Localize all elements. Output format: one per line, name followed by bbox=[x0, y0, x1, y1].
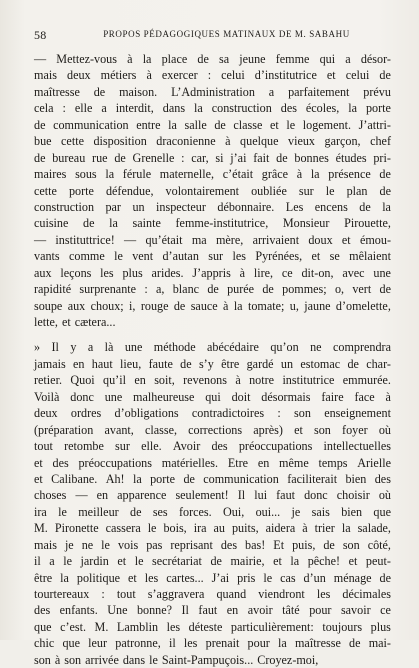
text-line: il a le jardin et le secrétariat de mairie, et la pêche! et peut- bbox=[34, 554, 391, 569]
text-line: — instituttrice! — qu’était ma mère, arrivaient doux et émou- bbox=[34, 232, 391, 247]
text-line: maîtresse de maison. L’Administration a parfaitement prévu bbox=[34, 84, 391, 99]
text-line: deux ordres d’obligations contradictoires : son enseignement bbox=[34, 406, 391, 421]
text-line: mais deux métiers à exercer : celui d’institutrice et celui de bbox=[34, 68, 391, 83]
text-line: des enfants. Une bonne? Il faut en avoir tâté pour savoir ce bbox=[34, 603, 391, 618]
text-line: que c’est. M. Lamblin les déteste particulièrement: toujours plus bbox=[34, 619, 391, 634]
text-line: soupe aux choux; i, rouge de sauce à la tomate; u, jaune d’omelette, bbox=[34, 298, 391, 313]
text-line: jamais en haut lieu, faute de s’y être gardé un estomac de char- bbox=[34, 356, 391, 371]
text-line: chic que leur patronne, il les prenait pour la maîtresse de mai- bbox=[34, 636, 391, 651]
text-line: » Il y a là une méthode abécédaire qu’on ne comprendra bbox=[34, 340, 391, 355]
text-line: Voilà donc une malheureuse qui doit désormais faire face à bbox=[34, 389, 391, 404]
text-line: — Mettez-vous à la place de sa jeune femme qui a désor- bbox=[34, 52, 391, 66]
text-line: lette, et cætera... bbox=[34, 315, 116, 329]
text-line: vants comme le vent d’autan sur les Pyrénées, et se mêlaient bbox=[34, 249, 391, 264]
text-line: bue cette disposition draconienne à quelque vieux garçon, chef bbox=[34, 134, 391, 149]
text-line: retier. Quoi qu’il en soit, revenons à notre institutrice emmurée. bbox=[34, 373, 391, 388]
text-line: mais je ne le vois pas reprisant des bas! Et puis, de son côté, bbox=[34, 537, 391, 552]
text-line: et Calibane. Ah! la porte de communication faciliterait bien des bbox=[34, 471, 391, 486]
text-line: cuisine de la sainte femme-institutrice, Monsieur Pirouette, bbox=[34, 216, 391, 231]
text-line: aux leçons les plus arides. J’appris à lire, ce dit-on, avec une bbox=[34, 265, 391, 280]
text-line: être la politique et les cartes... J’ai pris le cas d’un ménage de bbox=[34, 570, 391, 585]
running-head: PROPOS PÉDAGOGIQUES MATINAUX DE M. SABAHU bbox=[103, 29, 350, 39]
text-line: cette porte défendue, volontairement oubliée sur le plan de bbox=[34, 183, 391, 198]
text-line: maires sous la férule maternelle, c’était grâce à la présence de bbox=[34, 167, 391, 182]
paragraph-gap bbox=[34, 330, 391, 339]
text-line: de communication entre la salle de classe et le logement. J’attri- bbox=[34, 117, 391, 132]
page-header bbox=[34, 28, 389, 44]
text-line: son à son arrivée dans le Saint-Pampuçois... Croyez-moi, bbox=[34, 652, 319, 667]
text-line: ira le meilleur de ses forces. Oui, oui... je sais bien que bbox=[34, 504, 391, 519]
body-text bbox=[34, 51, 391, 668]
text-line: (préparation avant, classe, corrections après) et son foyer où bbox=[34, 422, 391, 437]
text-line: M. Pironette cassera le bois, ira au puits, aidera à trier la salade, bbox=[34, 521, 391, 536]
text-line: construction par un inspecteur débonnaire. Les encens de la bbox=[34, 199, 391, 214]
text-line: cela : elle a interdit, dans la construction des écoles, la porte bbox=[34, 101, 391, 116]
text-line: rapidité surprenante : a, blanc de purée de pommes; o, vert de bbox=[34, 282, 391, 297]
text-line: de bureau rue de Grenelle : car, si j’ai fait de bonnes études pri- bbox=[34, 150, 391, 165]
text-line: tout retombe sur elle. Avoir des préoccupations intellectuelles bbox=[34, 439, 391, 454]
text-line: et des préoccupations matérielles. Etre en même temps Arielle bbox=[34, 455, 391, 470]
paragraph bbox=[34, 51, 391, 330]
text-line: tourtereaux : tout s’aggravera quand viendront les décimales bbox=[34, 587, 391, 601]
page-number: 58 bbox=[34, 28, 47, 42]
text-line: choses — en apparence seulement! Il lui faut donc choisir où bbox=[34, 488, 391, 503]
paragraph bbox=[34, 339, 391, 668]
